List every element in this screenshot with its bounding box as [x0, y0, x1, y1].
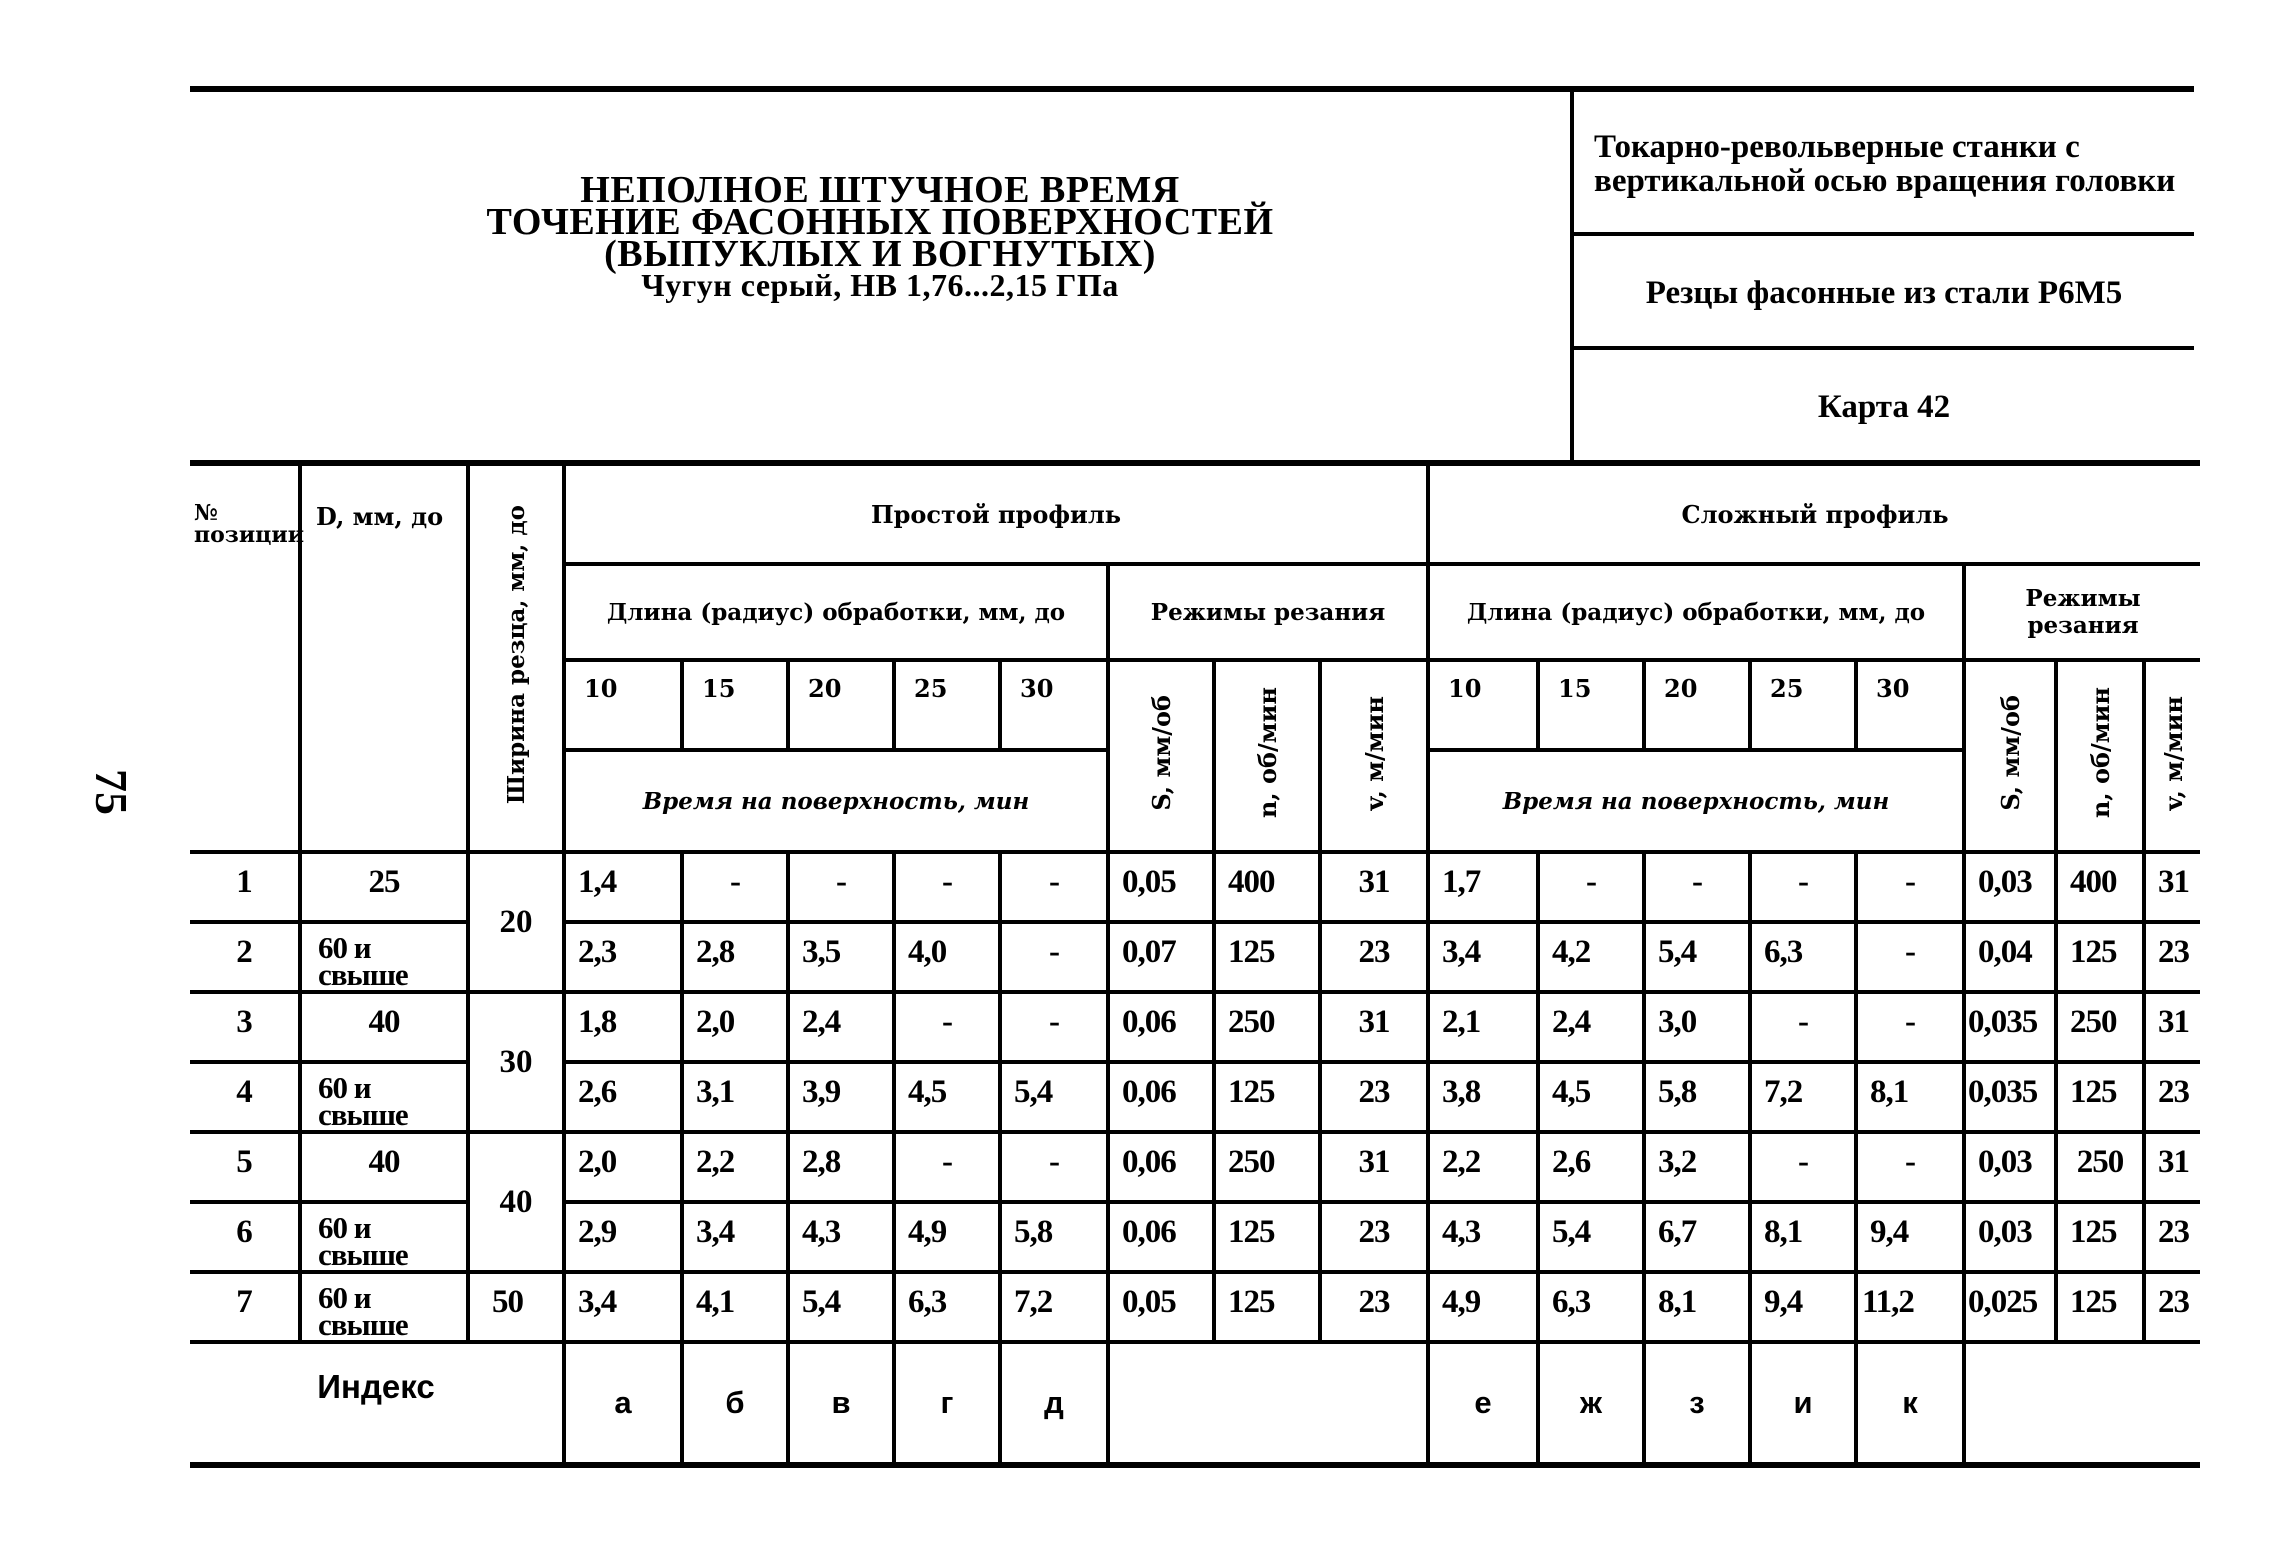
- time-cell: 3,1: [682, 1062, 788, 1132]
- page-number: 75: [86, 769, 138, 815]
- time-cell: 2,2: [682, 1132, 788, 1202]
- time-cell: -: [682, 852, 788, 922]
- time-cell: 9,4: [1856, 1202, 1964, 1272]
- time-cell: -: [894, 1132, 1000, 1202]
- time-cell: -: [1856, 992, 1964, 1062]
- time-cell: 3,8: [1428, 1062, 1538, 1132]
- complex-rpm-label: n, об/мин: [2085, 687, 2115, 819]
- time-cell: 4,1: [682, 1272, 788, 1342]
- time-cell: 3,4: [564, 1272, 682, 1342]
- speed-cell: 23: [1320, 1202, 1428, 1272]
- complex-length-30: 30: [1856, 660, 1964, 750]
- document-title: [190, 169, 1570, 303]
- time-cell: 4,5: [1538, 1062, 1644, 1132]
- speed-cell: 23: [1320, 922, 1428, 992]
- time-cell: 5,8: [1000, 1202, 1108, 1272]
- speed-cell: 23: [2144, 1202, 2200, 1272]
- feed-cell: 0,06: [1108, 1062, 1214, 1132]
- time-cell: -: [1750, 992, 1856, 1062]
- complex-time-header: Время на поверхность, мин: [1428, 750, 1964, 852]
- time-cell: 2,3: [564, 922, 682, 992]
- time-cell: 2,8: [788, 1132, 894, 1202]
- feed-cell: 0,035: [1964, 992, 2056, 1062]
- speed-cell: 31: [1320, 992, 1428, 1062]
- simple-feed-label: S, мм/об: [1146, 695, 1176, 811]
- title-line-3: (ВЫПУКЛЫХ И ВОГНУТЫХ): [604, 233, 1156, 275]
- time-cell: 1,7: [1428, 852, 1538, 922]
- time-cell: -: [1538, 852, 1644, 922]
- diameter-cell: [300, 1272, 468, 1342]
- complex-feed-header: [1964, 660, 2056, 852]
- time-cell: 7,2: [1000, 1272, 1108, 1342]
- position-cell: 3: [190, 992, 300, 1062]
- speed-cell: 23: [2144, 1272, 2200, 1342]
- index-blank-cell: [1108, 1342, 1428, 1465]
- time-cell: -: [894, 852, 1000, 922]
- time-cell: 3,9: [788, 1062, 894, 1132]
- simple-profile-header: Простой профиль: [564, 463, 1428, 564]
- time-cell: 2,2: [1428, 1132, 1538, 1202]
- time-cell: -: [1856, 852, 1964, 922]
- speed-cell: 31: [1320, 852, 1428, 922]
- rpm-cell: 125: [2056, 1062, 2144, 1132]
- time-cell: -: [1644, 852, 1750, 922]
- feed-cell: 0,05: [1108, 1272, 1214, 1342]
- complex-length-header: Длина (радиус) обработки, мм, до: [1428, 564, 1964, 660]
- time-cell: 2,6: [564, 1062, 682, 1132]
- index-cell: к: [1856, 1342, 1964, 1465]
- time-cell: 2,8: [682, 922, 788, 992]
- speed-cell: 31: [2144, 852, 2200, 922]
- simple-speed-header: [1320, 660, 1428, 852]
- norms-table: [190, 460, 2200, 1468]
- simple-length-10: 10: [564, 660, 682, 750]
- time-cell: -: [1750, 852, 1856, 922]
- time-cell: 1,4: [564, 852, 682, 922]
- time-cell: -: [894, 992, 1000, 1062]
- time-cell: 8,1: [1750, 1202, 1856, 1272]
- complex-modes-header: Режимы резания: [1964, 564, 2200, 660]
- diameter-cell: 25: [300, 852, 468, 922]
- position-cell: 1: [190, 852, 300, 922]
- feed-cell: 0,06: [1108, 1132, 1214, 1202]
- title-line-2: ТОЧЕНИЕ ФАСОННЫХ ПОВЕРХНОСТЕЙ: [486, 201, 1274, 243]
- table-row: [190, 852, 2200, 922]
- feed-cell: 0,07: [1108, 922, 1214, 992]
- diameter-cell: 40: [300, 992, 468, 1062]
- width-cell: 30: [468, 992, 564, 1132]
- speed-cell: 31: [1320, 1132, 1428, 1202]
- time-cell: 4,2: [1538, 922, 1644, 992]
- time-cell: 2,4: [788, 992, 894, 1062]
- feed-cell: 0,03: [1964, 852, 2056, 922]
- document-header: [190, 86, 2194, 460]
- diameter-line: свыше: [318, 1307, 408, 1342]
- index-cell: г: [894, 1342, 1000, 1465]
- time-cell: 6,3: [1538, 1272, 1644, 1342]
- time-cell: 2,9: [564, 1202, 682, 1272]
- time-cell: 8,1: [1644, 1272, 1750, 1342]
- time-cell: 3,4: [682, 1202, 788, 1272]
- time-cell: 4,9: [894, 1202, 1000, 1272]
- simple-length-header: Длина (радиус) обработки, мм, до: [564, 564, 1108, 660]
- simple-length-30: 30: [1000, 660, 1108, 750]
- simple-rpm-header: [1214, 660, 1320, 852]
- index-cell: ж: [1538, 1342, 1644, 1465]
- machine-line-1: Токарно-револьверные станки с: [1594, 129, 2080, 165]
- time-cell: -: [1000, 1132, 1108, 1202]
- time-cell: 11,2: [1856, 1272, 1964, 1342]
- card-number: Карта 42: [1574, 346, 2194, 464]
- col-position-header: № позиции: [190, 463, 300, 852]
- time-cell: 6,3: [894, 1272, 1000, 1342]
- feed-cell: 0,035: [1964, 1062, 2056, 1132]
- time-cell: 4,3: [1428, 1202, 1538, 1272]
- diameter-line: свыше: [318, 1237, 408, 1272]
- time-cell: 5,8: [1644, 1062, 1750, 1132]
- speed-cell: 23: [1320, 1062, 1428, 1132]
- simple-length-20: 20: [788, 660, 894, 750]
- time-cell: 3,0: [1644, 992, 1750, 1062]
- rpm-cell: 250: [2056, 1132, 2144, 1202]
- diameter-line: свыше: [318, 957, 408, 992]
- index-label: Индекс: [190, 1342, 564, 1465]
- position-cell: 4: [190, 1062, 300, 1132]
- time-cell: 5,4: [1644, 922, 1750, 992]
- rpm-cell: 125: [2056, 1202, 2144, 1272]
- feed-cell: 0,03: [1964, 1132, 2056, 1202]
- complex-speed-header: [2144, 660, 2200, 852]
- diameter-line: 60 и: [318, 1280, 371, 1315]
- rpm-cell: 250: [1214, 992, 1320, 1062]
- diameter-cell: [300, 1062, 468, 1132]
- time-cell: -: [1000, 852, 1108, 922]
- header-row-1: [190, 463, 2200, 564]
- machine-line-2: вертикальной осью вращения головки: [1594, 163, 2176, 199]
- time-cell: 5,4: [788, 1272, 894, 1342]
- simple-length-15: 15: [682, 660, 788, 750]
- tool-type: Резцы фасонные из стали Р6М5: [1574, 232, 2194, 350]
- time-cell: 6,3: [1750, 922, 1856, 992]
- title-line-1: НЕПОЛНОЕ ШТУЧНОЕ ВРЕМЯ: [580, 169, 1180, 211]
- index-cell: б: [682, 1342, 788, 1465]
- index-cell: в: [788, 1342, 894, 1465]
- complex-length-15: 15: [1538, 660, 1644, 750]
- rpm-cell: 125: [1214, 1272, 1320, 1342]
- complex-profile-header: Сложный профиль: [1428, 463, 2200, 564]
- time-cell: 2,0: [564, 1132, 682, 1202]
- col-width-label: Ширина резца, мм, до: [502, 505, 530, 805]
- rpm-cell: 400: [1214, 852, 1320, 922]
- rpm-cell: 125: [1214, 922, 1320, 992]
- table-row: [190, 992, 2200, 1062]
- speed-cell: 31: [2144, 992, 2200, 1062]
- complex-feed-label: S, мм/об: [1995, 695, 2025, 811]
- diameter-line: 60 и: [318, 1070, 371, 1105]
- time-cell: -: [1750, 1132, 1856, 1202]
- time-cell: 6,7: [1644, 1202, 1750, 1272]
- rpm-cell: 250: [1214, 1132, 1320, 1202]
- diameter-cell: [300, 1202, 468, 1272]
- time-cell: -: [1856, 922, 1964, 992]
- feed-cell: 0,04: [1964, 922, 2056, 992]
- time-cell: 5,4: [1538, 1202, 1644, 1272]
- index-cell: е: [1428, 1342, 1538, 1465]
- index-cell: а: [564, 1342, 682, 1465]
- complex-rpm-header: [2056, 660, 2144, 852]
- simple-time-header: Время на поверхность, мин: [564, 750, 1108, 852]
- feed-cell: 0,06: [1108, 1202, 1214, 1272]
- simple-rpm-label: n, об/мин: [1252, 687, 1282, 819]
- rpm-cell: 125: [1214, 1062, 1320, 1132]
- index-cell: д: [1000, 1342, 1108, 1465]
- time-cell: -: [1000, 922, 1108, 992]
- complex-length-10: 10: [1428, 660, 1538, 750]
- time-cell: 4,9: [1428, 1272, 1538, 1342]
- time-cell: 4,0: [894, 922, 1000, 992]
- rpm-cell: 125: [1214, 1202, 1320, 1272]
- rpm-cell: 250: [2056, 992, 2144, 1062]
- feed-cell: 0,025: [1964, 1272, 2056, 1342]
- complex-speed-label: v, м/мин: [2158, 695, 2188, 811]
- speed-cell: 23: [2144, 1062, 2200, 1132]
- diameter-cell: 40: [300, 1132, 468, 1202]
- table-row: [190, 1132, 2200, 1202]
- position-cell: 6: [190, 1202, 300, 1272]
- material-line: Чугун серый, НВ 1,76...2,15 ГПа: [641, 267, 1119, 303]
- complex-length-20: 20: [1644, 660, 1750, 750]
- index-cell: з: [1644, 1342, 1750, 1465]
- time-cell: 5,4: [1000, 1062, 1108, 1132]
- speed-cell: 23: [2144, 922, 2200, 992]
- time-cell: 4,5: [894, 1062, 1000, 1132]
- speed-cell: 31: [2144, 1132, 2200, 1202]
- time-cell: 7,2: [1750, 1062, 1856, 1132]
- machine-type: [1574, 86, 2194, 232]
- time-cell: 3,5: [788, 922, 894, 992]
- speed-cell: 23: [1320, 1272, 1428, 1342]
- time-cell: 2,6: [1538, 1132, 1644, 1202]
- simple-speed-label: v, м/мин: [1359, 695, 1389, 811]
- simple-feed-header: [1108, 660, 1214, 852]
- time-cell: 3,2: [1644, 1132, 1750, 1202]
- width-cell: 50: [468, 1272, 564, 1342]
- complex-length-25: 25: [1750, 660, 1856, 750]
- diameter-cell: [300, 922, 468, 992]
- time-cell: -: [1856, 1132, 1964, 1202]
- index-cell: и: [1750, 1342, 1856, 1465]
- rpm-cell: 125: [2056, 922, 2144, 992]
- position-cell: 2: [190, 922, 300, 992]
- diameter-line: 60 и: [318, 930, 371, 965]
- rpm-cell: 125: [2056, 1272, 2144, 1342]
- time-cell: -: [788, 852, 894, 922]
- time-cell: -: [1000, 992, 1108, 1062]
- col-width-header: [468, 463, 564, 852]
- diameter-line: свыше: [318, 1097, 408, 1132]
- feed-cell: 0,05: [1108, 852, 1214, 922]
- diameter-line: 60 и: [318, 1210, 371, 1245]
- index-blank-cell: [1964, 1342, 2200, 1465]
- table-row: [190, 1272, 2200, 1342]
- feed-cell: 0,03: [1964, 1202, 2056, 1272]
- time-cell: 3,4: [1428, 922, 1538, 992]
- time-cell: 2,1: [1428, 992, 1538, 1062]
- rpm-cell: 400: [2056, 852, 2144, 922]
- position-cell: 5: [190, 1132, 300, 1202]
- time-cell: 2,4: [1538, 992, 1644, 1062]
- feed-cell: 0,06: [1108, 992, 1214, 1062]
- index-row: [190, 1342, 2200, 1465]
- simple-length-25: 25: [894, 660, 1000, 750]
- simple-modes-header: Режимы резания: [1108, 564, 1428, 660]
- time-cell: 2,0: [682, 992, 788, 1062]
- time-cell: 4,3: [788, 1202, 894, 1272]
- time-cell: 1,8: [564, 992, 682, 1062]
- width-cell: 20: [468, 852, 564, 992]
- position-cell: 7: [190, 1272, 300, 1342]
- col-diameter-header: D, мм, до: [300, 463, 468, 852]
- width-cell: 40: [468, 1132, 564, 1272]
- time-cell: 9,4: [1750, 1272, 1856, 1342]
- time-cell: 8,1: [1856, 1062, 1964, 1132]
